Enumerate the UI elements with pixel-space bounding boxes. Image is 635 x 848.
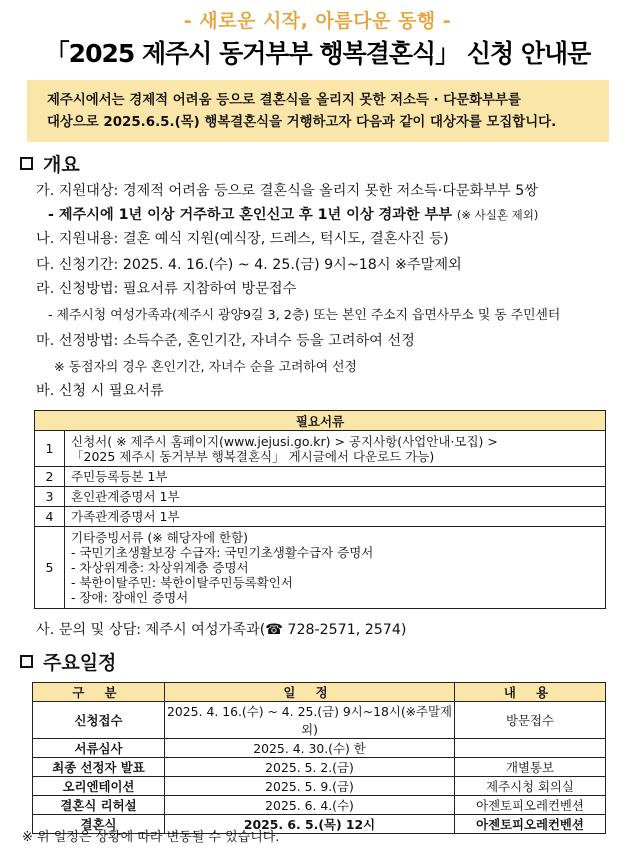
schedule-content: 아젠토피오레컨벤션 xyxy=(455,815,606,834)
item-ma-sub: ※ 동점자의 경우 혼인기간, 자녀수 순을 고려하여 선정 xyxy=(54,360,357,375)
schedule-category: 결혼식 xyxy=(33,815,165,834)
row-line: - 차상위계층: 차상위계층 증명서 xyxy=(71,560,249,575)
schedule-date: 2025. 4. 16.(수) ~ 4. 25.(금) 9시~18시(※주말제외) xyxy=(165,702,455,739)
intro-line-1: 제주시에서는 경제적 어려움 등으로 결혼식을 올리지 못한 저소득 · 다문화부부를 xyxy=(47,93,521,108)
schedule-content: 개별통보 xyxy=(455,758,606,777)
table-row xyxy=(35,487,606,507)
overview-heading xyxy=(20,150,80,177)
phone-number: ☎ 728-2571, 2574) xyxy=(265,622,407,638)
item-ra-sub: - 제주시청 여성가족과(제주시 광양9길 3, 2층) 또는 본인 주소지 읍면사무소 및 동 주민센터 xyxy=(48,308,561,323)
row-text: 주민등록등본 1부 xyxy=(65,467,606,487)
table-row xyxy=(33,758,606,777)
table-row xyxy=(33,796,606,815)
row-line: 기타증빙서류 (※ 해당자에 한함) xyxy=(71,530,249,545)
row-text xyxy=(65,431,606,467)
row-number: 5 xyxy=(35,527,65,609)
item-na: 나. 지원내용: 결혼 예식 지원(예식장, 드레스, 턱시도, 결혼사진 등) xyxy=(36,231,449,247)
row-line: - 장애: 장애인 증명서 xyxy=(71,590,189,605)
row-number: 4 xyxy=(35,507,65,527)
table-row xyxy=(33,702,606,739)
item-ga: 가. 지원대상: 경제적 어려움 등으로 결혼식을 올리지 못한 저소득·다문화부부 5쌍 xyxy=(36,183,538,199)
documents-header: 필요서류 xyxy=(35,411,606,431)
row-number: 2 xyxy=(35,467,65,487)
item-ga-sub xyxy=(48,204,538,224)
schedule-content: 방문접수 xyxy=(455,702,606,739)
documents-table xyxy=(34,410,606,609)
schedule-category: 신청접수 xyxy=(33,702,165,739)
table-row xyxy=(33,739,606,758)
schedule-category: 결혼식 리허설 xyxy=(33,796,165,815)
checkbox-square-icon xyxy=(20,157,33,170)
schedule-col-date: 일 정 xyxy=(165,683,455,702)
schedule-content xyxy=(455,739,606,758)
row-text: 혼인관계증명서 1부 xyxy=(65,487,606,507)
schedule-col-content: 내 용 xyxy=(455,683,606,702)
row-line: 신청서( ※ 제주시 홈페이지(www.jejusi.go.kr) > 공지사항(사업안내·모집) > xyxy=(71,433,498,449)
schedule-heading xyxy=(20,648,116,675)
row-number: 1 xyxy=(35,431,65,467)
schedule-col-category: 구 분 xyxy=(33,683,165,702)
item-sa xyxy=(36,619,406,639)
table-row xyxy=(35,431,606,467)
item-ma: 마. 선정방법: 소득수준, 혼인기간, 자녀수 등을 고려하여 선정 xyxy=(36,333,415,349)
row-text: 가족관계증명서 1부 xyxy=(65,507,606,527)
item-ra: 라. 신청방법: 필요서류 지참하여 방문접수 xyxy=(36,281,297,297)
subtitle: - 새로운 시작, 아름다운 동행 - xyxy=(183,10,452,32)
schedule-date: 2025. 6. 5.(목) 12시 xyxy=(165,815,455,834)
table-row xyxy=(35,507,606,527)
schedule-table xyxy=(32,682,606,834)
intro-box xyxy=(27,80,609,142)
schedule-content: 제주시청 회의실 xyxy=(455,777,606,796)
row-line: 「2025 제주시 동거부부 행복결혼식」 게시글에서 다운로드 가능) xyxy=(71,448,435,464)
item-da: 다. 신청기간: 2025. 4. 16.(수) ~ 4. 25.(금) 9시~18시 ※주말제외 xyxy=(36,257,462,273)
intro-line-2: 대상으로 2025.6.5.(목) 행복결혼식을 거행하고자 다음과 같이 대상자를 모집합니다. xyxy=(47,115,557,130)
schedule-date: 2025. 5. 9.(금) xyxy=(165,777,455,796)
schedule-date: 2025. 4. 30.(수) 한 xyxy=(165,739,455,758)
schedule-category: 서류심사 xyxy=(33,739,165,758)
checkbox-square-icon xyxy=(20,655,33,668)
schedule-date: 2025. 6. 4.(수) xyxy=(165,796,455,815)
schedule-footnote: ※ 위 일정은 상황에 따라 변동될 수 있습니다. xyxy=(22,830,280,845)
row-number: 3 xyxy=(35,487,65,507)
table-row xyxy=(35,527,606,609)
row-text xyxy=(65,527,606,609)
schedule-content: 아젠토피오레컨벤션 xyxy=(455,796,606,815)
item-sa-text: 사. 문의 및 상담: 제주시 여성가족과( xyxy=(36,622,266,638)
table-row xyxy=(35,467,606,487)
schedule-heading-label: 주요일정 xyxy=(43,652,117,674)
item-ba: 바. 신청 시 필요서류 xyxy=(36,383,164,399)
table-row xyxy=(33,777,606,796)
row-line: - 북한이탈주민: 북한이탈주민등록확인서 xyxy=(71,575,293,590)
item-ga-sub-note: (※ 사실혼 제외) xyxy=(456,208,539,222)
schedule-category: 최종 선정자 발표 xyxy=(33,758,165,777)
schedule-date: 2025. 5. 2.(금) xyxy=(165,758,455,777)
overview-heading-label: 개요 xyxy=(43,154,80,176)
page-title: 「2025 제주시 동거부부 행복결혼식」 신청 안내문 xyxy=(44,39,591,68)
row-line: - 국민기초생활보장 수급자: 국민기초생활수급자 증명서 xyxy=(71,545,374,560)
schedule-category: 오리엔테이션 xyxy=(33,777,165,796)
schedule-header-row xyxy=(33,683,606,702)
item-ga-sub-text: - 제주시에 1년 이상 거주하고 혼인신고 후 1년 이상 경과한 부부 xyxy=(48,207,452,223)
